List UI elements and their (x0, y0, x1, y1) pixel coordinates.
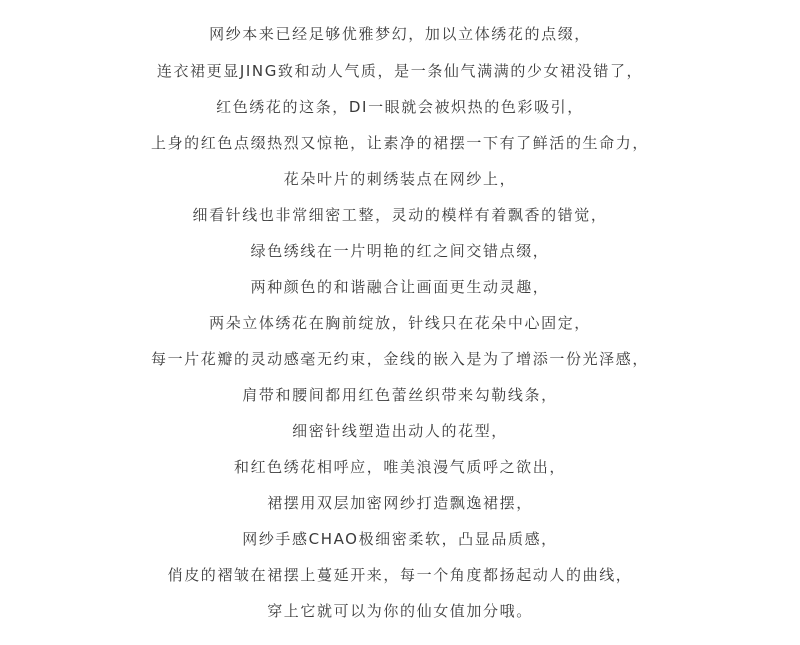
description-line: 连衣裙更显JING致和动人气质，是一条仙气满满的少女裙没错了， (156, 62, 644, 80)
description-line: 两朵立体绣花在胸前绽放，针线只在花朵中心固定， (209, 314, 591, 332)
description-line: 每一片花瓣的灵动感毫无约束，金线的嵌入是为了增添一份光泽感， (150, 350, 649, 368)
description-line: 花朵叶片的刺绣装点在网纱上， (283, 170, 517, 188)
description-line: 网纱手感CHAO极细密柔软，凸显品质感， (242, 530, 558, 548)
description-line: 绿色绣线在一片明艳的红之间交错点缀， (250, 242, 550, 260)
description-line: 两种颜色的和谐融合让画面更生动灵趣， (250, 278, 550, 296)
description-line: 红色绣花的这条，DI一眼就会被炽热的色彩吸引， (216, 98, 584, 116)
description-line: 细看针线也非常细密工整，灵动的模样有着飘香的错觉， (192, 206, 608, 224)
description-line: 上身的红色点缀热烈又惊艳，让素净的裙摆一下有了鲜活的生命力， (150, 134, 649, 152)
description-line: 俏皮的褶皱在裙摆上蔓延开来，每一个角度都扬起动人的曲线， (167, 566, 633, 584)
description-line: 裙摆用双层加密网纱打造飘逸裙摆， (267, 494, 533, 512)
description-line: 网纱本来已经足够优雅梦幻，加以立体绣花的点缀， (209, 25, 591, 43)
description-line: 肩带和腰间都用红色蕾丝织带来勾勒线条， (242, 386, 558, 404)
description-line: 和红色绣花相呼应，唯美浪漫气质呼之欲出， (233, 458, 566, 476)
description-line: 细密针线塑造出动人的花型， (292, 422, 508, 440)
description-line: 穿上它就可以为你的仙女值加分哦。 (267, 602, 533, 620)
